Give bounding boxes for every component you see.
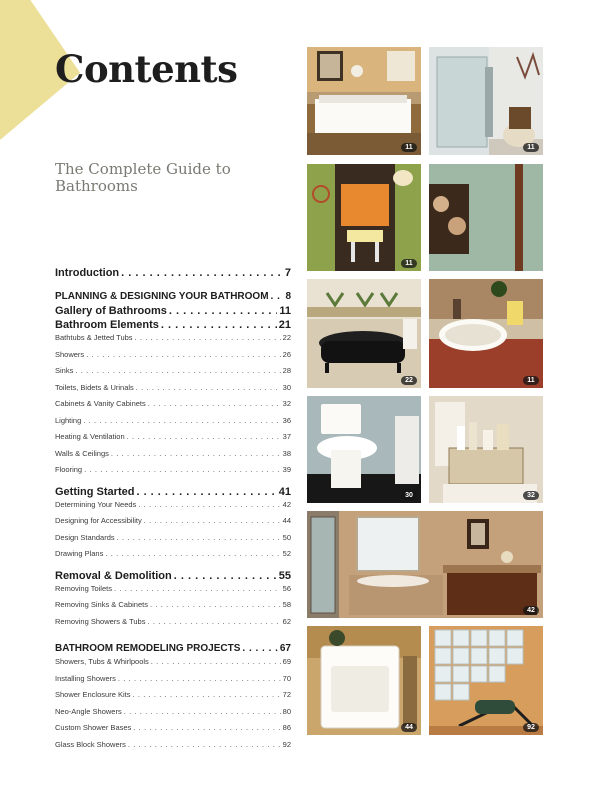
dot-leader (111, 449, 281, 458)
dot-leader (242, 643, 277, 654)
dot-leader (151, 657, 281, 666)
toc-entry-page: 58 (282, 600, 291, 609)
toc-entry-page: 69 (282, 657, 291, 666)
dot-leader (147, 617, 280, 626)
toc-entry-page: 67 (279, 643, 291, 654)
toc-entry-label: Lighting (55, 415, 82, 425)
toc-entry-page: 39 (282, 465, 291, 474)
dot-leader (169, 305, 278, 317)
dot-leader (136, 486, 276, 498)
toc-entry-label: Bathtubs & Jetted Tubs (55, 333, 133, 342)
toc-entry-page: 62 (282, 616, 291, 626)
toc-entry-page: 21 (278, 319, 291, 331)
toc-entry[interactable] (55, 500, 291, 517)
dot-leader (133, 723, 280, 732)
toc-entry-page: 70 (282, 673, 291, 683)
toc-entry[interactable] (55, 333, 291, 350)
photo-green-wall (429, 164, 543, 271)
toc-entry[interactable] (55, 305, 291, 319)
toc-entry-label: Sinks (55, 366, 74, 375)
photo-toilet (307, 396, 421, 503)
table-of-contents (55, 267, 291, 756)
toc-entry-label: Cabinets & Vanity Cabinets (55, 399, 146, 408)
toc-entry-label: Removing Toilets (55, 583, 112, 593)
photo-walkin-tub (307, 626, 421, 735)
toc-entry[interactable] (55, 533, 291, 550)
toc-entry-page: 50 (282, 532, 291, 542)
photo-glass-block-shower (429, 626, 543, 735)
toc-entry-label: Heating & Ventilation (55, 432, 125, 441)
toc-entry-label: Getting Started (55, 485, 135, 498)
toc-entry-label: PLANNING & DESIGNING YOUR BATHROOM (55, 291, 269, 302)
toc-entry-label: Introduction (55, 267, 120, 279)
toc-entry-page: 28 (282, 366, 291, 375)
dot-leader (136, 383, 281, 392)
toc-entry-page: 26 (282, 349, 291, 359)
toc-entry-page: 22 (282, 333, 291, 342)
toc-entry[interactable] (55, 600, 291, 617)
toc-entry-label: Drawing Plans (55, 549, 104, 558)
dot-leader (150, 600, 281, 609)
toc-entry[interactable] (55, 584, 291, 601)
photo-master-bath (307, 511, 543, 618)
toc-entry-label: Custom Shower Bases (55, 723, 132, 732)
toc-entry[interactable] (55, 516, 291, 533)
toc-entry-label: Toilets, Bidets & Urinals (55, 382, 134, 392)
toc-entry-page: 72 (282, 690, 291, 699)
toc-entry-page: 52 (282, 549, 291, 558)
toc-entry-label: Removing Sinks & Cabinets (55, 600, 148, 609)
toc-entry[interactable] (55, 549, 291, 566)
toc-entry-page: 92 (282, 739, 291, 749)
photo-bathtub-vanity (307, 47, 421, 155)
dot-leader (128, 740, 281, 749)
toc-entry-label: Removal & Demolition (55, 569, 172, 582)
toc-entry[interactable] (55, 465, 291, 482)
toc-entry-page: 11 (279, 305, 291, 317)
toc-entry-page: 8 (285, 291, 291, 302)
toc-entry-page: 37 (282, 432, 291, 441)
toc-entry-label: Gallery of Bathrooms (55, 305, 167, 317)
toc-entry-label: Bathroom Elements (55, 319, 159, 331)
photo-clawfoot-tub (307, 279, 421, 388)
page-title: Contents (55, 47, 238, 91)
dot-leader (127, 432, 281, 441)
dot-leader (86, 350, 280, 359)
dot-leader (75, 366, 280, 375)
toc-entry-label: Installing Showers (55, 673, 116, 683)
toc-entry-page: 41 (278, 485, 291, 498)
toc-entry-page: 36 (282, 415, 291, 425)
toc-entry[interactable] (55, 416, 291, 433)
dot-leader (148, 399, 281, 408)
dot-leader (117, 533, 281, 542)
toc-entry-page: 44 (282, 516, 291, 525)
toc-entry[interactable] (55, 643, 291, 657)
toc-entry[interactable] (55, 449, 291, 466)
toc-entry-label: BATHROOM REMODELING PROJECTS (55, 643, 241, 654)
toc-entry-label: Walls & Ceilings (55, 448, 109, 458)
toc-entry[interactable] (55, 690, 291, 707)
toc-entry-page: 30 (282, 382, 291, 392)
toc-entry[interactable] (55, 674, 291, 691)
toc-entry[interactable] (55, 617, 291, 634)
page-number-badge: 30 (401, 491, 417, 500)
page-number-badge: 11 (523, 143, 539, 152)
toc-entry[interactable] (55, 291, 291, 305)
dot-leader (271, 291, 284, 302)
toc-entry[interactable] (55, 723, 291, 740)
toc-entry-label: Design Standards (55, 532, 115, 542)
photo-vessel-sink (429, 279, 543, 388)
toc-entry-page: 7 (284, 267, 291, 279)
toc-entry[interactable] (55, 432, 291, 449)
dot-leader (144, 516, 281, 525)
dot-leader (138, 500, 280, 509)
book-subtitle: The Complete Guide to Bathrooms (55, 160, 231, 195)
dot-leader (114, 584, 281, 593)
toc-entry-page: 55 (278, 569, 291, 582)
page-number-badge: 32 (523, 491, 539, 500)
toc-entry-page: 86 (282, 723, 291, 732)
toc-entry[interactable] (55, 657, 291, 674)
toc-entry[interactable] (55, 366, 291, 383)
page-number-badge: 22 (401, 376, 417, 385)
toc-entry[interactable] (55, 267, 291, 281)
page-number-badge: 42 (523, 606, 539, 615)
toc-entry-page: 56 (282, 583, 291, 593)
toc-entry[interactable] (55, 570, 291, 584)
dot-leader (161, 319, 277, 331)
photo-pedestal-sink (307, 164, 421, 271)
toc-entry[interactable] (55, 319, 291, 333)
dot-leader (135, 333, 281, 342)
toc-entry[interactable] (55, 740, 291, 757)
photo-glass-shower (429, 47, 543, 155)
toc-entry-page: 42 (282, 499, 291, 509)
toc-entry[interactable] (55, 383, 291, 400)
toc-entry-label: Flooring (55, 465, 83, 474)
toc-entry-page: 38 (282, 448, 291, 458)
toc-entry-page: 80 (282, 706, 291, 716)
toc-entry[interactable] (55, 707, 291, 724)
page-number-badge: 11 (401, 259, 417, 268)
page-number-badge: 44 (401, 723, 417, 732)
toc-entry-label: Removing Showers & Tubs (55, 616, 146, 626)
toc-entry-label: Showers, Tubs & Whirlpools (55, 657, 149, 666)
dot-leader (84, 465, 281, 474)
toc-entry-label: Showers (55, 349, 85, 359)
toc-entry-page: 32 (282, 399, 291, 408)
dot-leader (124, 707, 281, 716)
toc-entry[interactable] (55, 350, 291, 367)
toc-entry-label: Determining Your Needs (55, 499, 137, 509)
photo-shelf-cabinet (429, 396, 543, 503)
toc-entry[interactable] (55, 486, 291, 500)
page-number-badge: 92 (523, 723, 539, 732)
toc-entry-label: Designing for Accessibility (55, 516, 142, 525)
dot-leader (105, 549, 280, 558)
dot-leader (83, 416, 280, 425)
dot-leader (132, 690, 280, 699)
toc-entry[interactable] (55, 399, 291, 416)
page-number-badge: 11 (523, 376, 539, 385)
toc-entry-label: Glass Block Showers (55, 739, 126, 749)
dot-leader (118, 674, 281, 683)
dot-leader (174, 570, 277, 582)
dot-leader (121, 267, 283, 279)
toc-entry-label: Shower Enclosure Kits (55, 690, 131, 699)
toc-entry-label: Neo-Angle Showers (55, 706, 122, 716)
page-number-badge: 11 (401, 143, 417, 152)
